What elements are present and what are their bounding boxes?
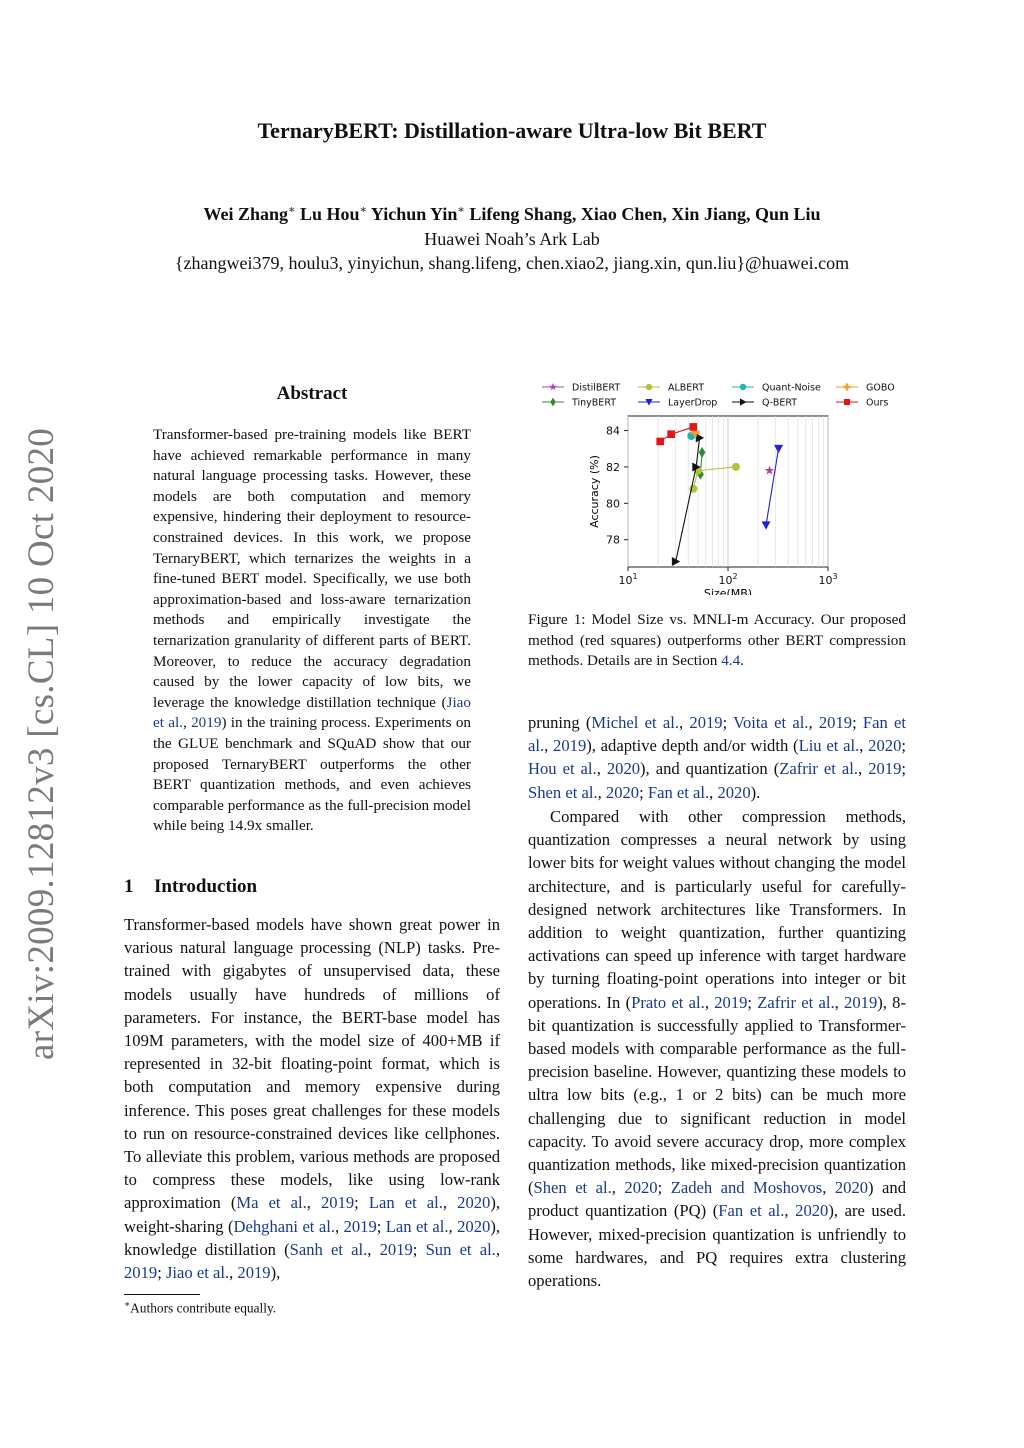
x-tick-label: $10^3$: [818, 572, 838, 587]
citation-link[interactable]: 2020: [717, 782, 751, 802]
citation-link[interactable]: 2020: [795, 1201, 829, 1221]
affiliation: Huawei Noah’s Ark Lab: [424, 229, 600, 249]
citation-link[interactable]: 2020: [457, 1216, 491, 1236]
legend-item-gobo: [836, 383, 895, 394]
citation-link[interactable]: Michel et al.: [591, 713, 679, 732]
citation-link[interactable]: Sanh et al.: [289, 1239, 368, 1259]
chart-legend: [542, 383, 895, 409]
footnote-rule: [124, 1294, 200, 1295]
citation-link[interactable]: Zadeh and Moshovos: [670, 1178, 823, 1198]
figure-caption: Figure 1: Model Size vs. MNLI-m Accuracy. Our proposed method (red squares) outperforms other BERT compression methods. Details are in Section 4.4.: [528, 611, 906, 670]
legend-label: Q-BERT: [762, 397, 798, 409]
legend-marker: [843, 383, 850, 390]
paper-title: TernaryBERT: Distillation-aware Ultra-low Bit BERT: [257, 118, 767, 143]
legend-item-quant-noise: [732, 383, 821, 394]
citation-link[interactable]: 2019: [343, 1216, 377, 1236]
author: Yichun Yin∗: [370, 204, 465, 224]
series-layerdrop: [762, 445, 783, 530]
citation-link[interactable]: Fan et al.: [528, 713, 907, 756]
section-ref-link[interactable]: 4.4: [721, 652, 741, 670]
author: Wei Zhang∗: [203, 204, 296, 224]
legend-item-albert: [638, 383, 704, 394]
citation-link[interactable]: 2019: [191, 714, 222, 732]
citation-link[interactable]: 2019: [320, 1193, 355, 1213]
y-axis-label: Accuracy (%): [588, 455, 601, 528]
data-point-albert: [732, 463, 740, 471]
legend-marker: [646, 384, 652, 390]
plot-axes: [606, 425, 838, 587]
citation-link[interactable]: 2020: [457, 1193, 491, 1213]
citation-link[interactable]: 2019: [553, 736, 587, 756]
series-distilbert: [765, 466, 774, 475]
x-axis-label: Size(MB): [703, 587, 753, 595]
citation-link[interactable]: 2020: [624, 1178, 658, 1198]
data-point-ours: [656, 438, 664, 446]
citation-link[interactable]: Fan et al.: [647, 782, 710, 802]
citation-link[interactable]: Ma et al.: [236, 1193, 307, 1213]
legend-label: LayerDrop: [668, 397, 718, 409]
legend-marker: [740, 384, 746, 390]
legend-item-tinybert: [542, 398, 616, 409]
legend-marker: [740, 398, 747, 405]
y-tick-label: 82: [606, 460, 620, 474]
legend-item-layerdrop: [638, 398, 717, 409]
citation-link[interactable]: 2020: [606, 759, 641, 779]
footnote: ∗Authors contribute equally.: [124, 1299, 277, 1316]
intro-paragraph: pruning (Michel et al., 2019; Voita et al., 2019; Fan et al., 2019), adaptive depth and/or width (Liu et al., 2020; Hou et al., 2020), and quantization (Zafrir et al., 2019; Shen et al., 2020; Fan et al., 2020).: [528, 713, 907, 802]
citation-link[interactable]: Zafrir et al.: [757, 992, 835, 1012]
citation-link[interactable]: Fan et al.: [718, 1201, 785, 1221]
abstract-heading: Abstract: [276, 383, 348, 404]
citation-link[interactable]: Shen et al.: [528, 782, 598, 802]
citation-link[interactable]: 2019: [124, 1263, 158, 1283]
y-tick-label: 80: [606, 497, 620, 511]
citation-link[interactable]: 2019: [868, 759, 902, 779]
author-emails: {zhangwei379, houlu3, yinyichun, shang.lifeng, chen.xiao2, jiang.xin, qun.liu}@huawei.com: [174, 253, 850, 273]
legend-label: Quant-Noise: [762, 382, 821, 394]
citation-link[interactable]: 2019: [844, 992, 878, 1012]
series-line-q-bert: [676, 438, 700, 562]
legend-item-ours: [836, 398, 888, 409]
legend-item-q-bert: [732, 398, 797, 409]
citation-link[interactable]: Zafrir et al.: [779, 759, 859, 779]
y-tick-label: 84: [606, 424, 620, 438]
citation-link[interactable]: 2020: [868, 736, 902, 756]
citation-link[interactable]: Lan et al.: [385, 1216, 449, 1236]
scatter-plot: [528, 375, 908, 595]
citation-link[interactable]: Liu et al.: [798, 736, 860, 756]
data-point-distilbert: [765, 466, 774, 475]
series-line-layerdrop: [766, 449, 778, 525]
citation-link[interactable]: Lan et al.: [368, 1193, 443, 1213]
data-point-ours: [689, 423, 697, 431]
citation-link[interactable]: 2019: [689, 713, 723, 732]
author-list: [0, 203, 1024, 225]
citation-link[interactable]: 2020: [605, 782, 640, 802]
y-tick-label: 78: [606, 533, 620, 547]
citation-link[interactable]: 2020: [834, 1178, 869, 1198]
legend-marker: [550, 398, 555, 407]
citation-link[interactable]: Prato et al.: [631, 992, 705, 1012]
data-point-q-bert: [696, 433, 704, 442]
citation-link[interactable]: 2019: [237, 1263, 271, 1283]
legend-label: DistilBERT: [572, 382, 621, 394]
citation-link[interactable]: Hou et al.: [528, 759, 597, 779]
legend-marker: [549, 383, 557, 390]
x-tick-label: $10^1$: [618, 572, 638, 587]
legend-label: GOBO: [866, 382, 895, 394]
section-heading: 1 Introduction: [124, 876, 258, 897]
abstract-body: Transformer-based pre-training models like BERT have achieved remarkable performance in many natural language processing tasks. However, these models are both computation and memory expensive, hindering their deployment to resource-constrained devices. In this work, we propose TernaryBERT, which ternarizes the weights in a fine-tuned BERT model. Specifically, we use both approximation-based and loss-aware ternarization methods and empirically investigate the ternarization granularity of different parts of BERT. Moreover, to reduce the accuracy degradation caused by the lower capacity of low bits, we leverage the knowledge distillation technique (Jiao et al., 2019) in the training process. Experiments on the GLUE benchmark and SQuAD show that our proposed TernaryBERT outperforms the other BERT quantization methods, and even achieves comparable performance as the full-precision model while being 14.9x smaller.: [153, 426, 472, 835]
x-tick-label: $10^2$: [718, 572, 738, 587]
citation-link[interactable]: 2019: [714, 992, 748, 1012]
legend-label: TinyBERT: [572, 397, 617, 409]
citation-link[interactable]: 2019: [818, 713, 853, 732]
citation-link[interactable]: Shen et al.: [533, 1178, 612, 1198]
legend-label: Ours: [866, 397, 889, 409]
arxiv-stamp: arXiv:2009.12812v3 [cs.CL] 10 Oct 2020: [21, 427, 62, 1060]
author: Lifeng Shang, Xiao Chen, Xin Jiang, Qun Liu: [469, 204, 821, 224]
figure-1-chart: [528, 375, 908, 595]
citation-link[interactable]: Voita et al.: [733, 713, 809, 732]
data-point-ours: [667, 430, 675, 438]
legend-label: ALBERT: [668, 382, 705, 394]
citation-link[interactable]: 2019: [379, 1239, 413, 1259]
citation-link[interactable]: Jiao et al.: [153, 693, 471, 732]
author: Lu Hou∗: [300, 204, 368, 224]
intro-paragraph: Compared with other compression methods, quantization compresses a neural network by using lower bits for weight values without changing the model architecture, and is particularly useful for carefully-designed network architectures like Transformers. In addition to weight quantization, further quantizing activations can speed up inference with target hardware by turning floating-point operations into integer or bit operations. In (Prato et al., 2019; Zafrir et al., 2019), 8-bit quantization is successfully applied to Transformer-based models with comparable performance as the full-precision baseline. However, quantizing these models to ultra low bits (e.g., 1 or 2 bits) can be much more challenging due to significant reduction in model capacity. To avoid severe accuracy drop, more complex quantization methods, like mixed-precision quantization (Shen et al., 2020; Zadeh and Moshovos, 2020) and product quantization (PQ) (Fan et al., 2020), are used. However, mixed-precision quantization is unfriendly to some hardwares, and PQ requires extra clustering operations.: [528, 807, 906, 1291]
citation-link[interactable]: Dehghani et al.: [233, 1216, 335, 1236]
data-point-tinybert: [699, 447, 706, 458]
legend-item-distilbert: [542, 383, 620, 394]
data-point-layerdrop: [762, 521, 771, 529]
citation-link[interactable]: Jiao et al.: [165, 1263, 230, 1283]
citation-link[interactable]: Sun et al.: [425, 1239, 496, 1259]
legend-marker: [844, 399, 850, 405]
intro-paragraph: Transformer-based models have shown great power in various natural language processing (NLP) tasks. Pre-trained with gigabytes of unsupervised data, these models usually have hundreds of millions of parameters. For instance, the BERT-base model has 109M parameters, with the model size of 400+MB if represented in 32-bit floating-point format, which is both computation and memory expensive during inference. This poses great challenges for these models to run on resource-constrained devices like cellphones. To alleviate this problem, various methods are proposed to compress these models, like using low-rank approximation (Ma et al., 2019; Lan et al., 2020), weight-sharing (Dehghani et al., 2019; Lan et al., 2020), knowledge distillation (Sanh et al., 2019; Sun et al., 2019; Jiao et al., 2019),: [124, 915, 501, 1283]
